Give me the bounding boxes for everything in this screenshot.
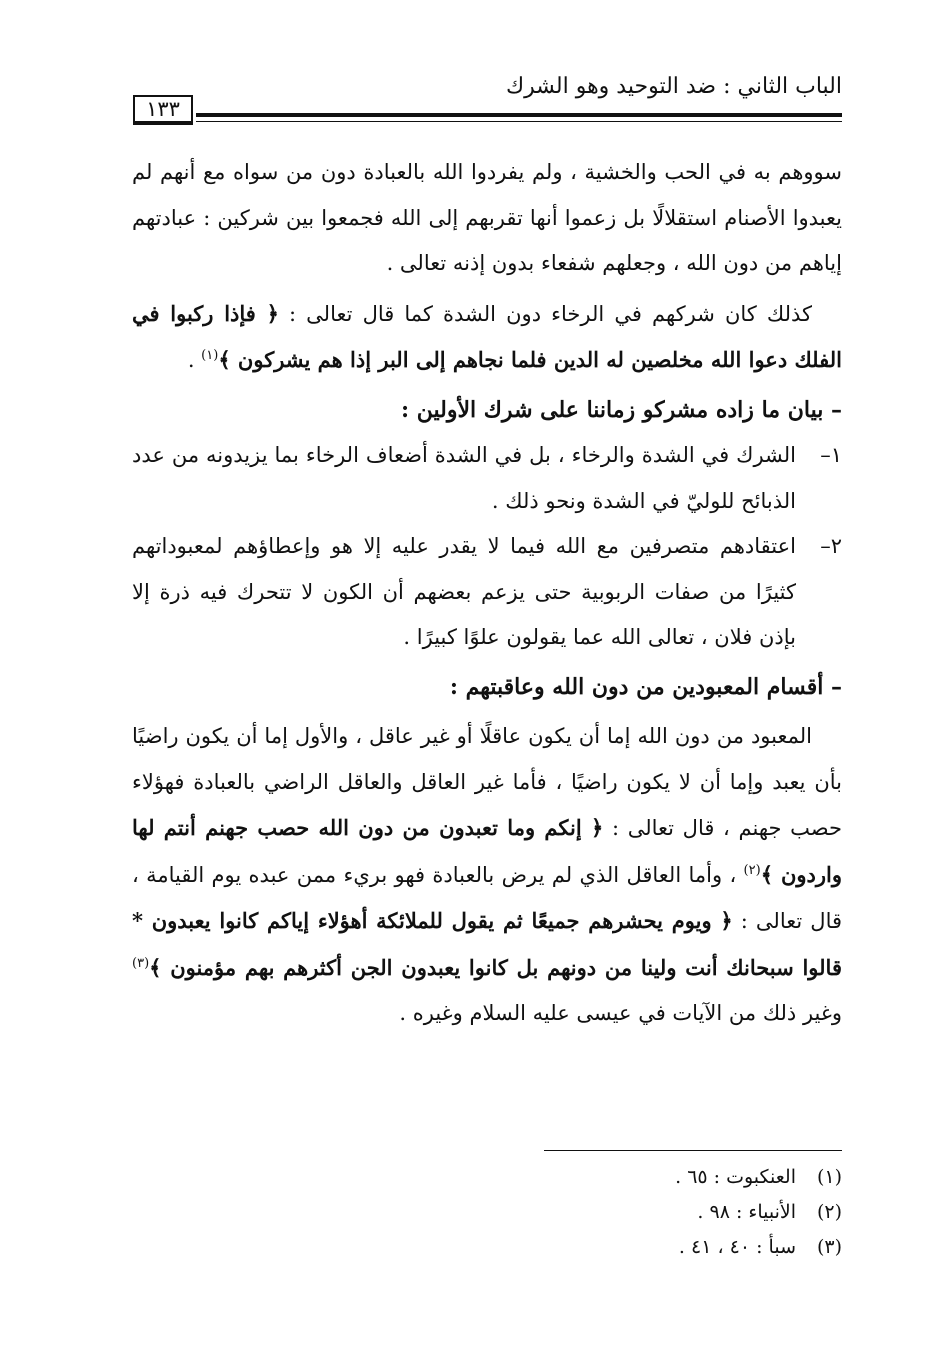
paragraph-2-intro: كذلك كان شركهم في الرخاء دون الشدة كما قال تعالى : xyxy=(278,301,812,326)
footnote-text: الأنبياء : ٩٨ . xyxy=(697,1201,796,1223)
footnote-separator xyxy=(544,1150,842,1151)
footnote-text: العنكبوت : ٦٥ . xyxy=(675,1166,796,1188)
footnote xyxy=(442,1195,842,1230)
list-item xyxy=(132,524,842,661)
main-text xyxy=(132,150,842,1037)
footnote-number: (١) xyxy=(816,1166,842,1188)
footnote xyxy=(442,1230,842,1265)
header-rule-thick xyxy=(196,113,842,117)
quran-verse-2: ﴿ إنكم وما تعبدون من دون الله حصب جهنم أنتم لها واردون ﴾ xyxy=(132,815,842,887)
page-number: ١٣٣ xyxy=(133,95,193,125)
list-item-text: اعتقادهم متصرفين مع الله فيما لا يقدر عليه إلا هو وإعطاؤهم لمعبوداتهم كثيرًا من صفات الربوبية حتى يزعم بعضهم أن الكون لا تتحرك فيه ذرة إلا بإذن فلان ، تعالى الله عما يقولون علوًا كبيرًا . xyxy=(132,534,796,649)
list-item-number: ١– xyxy=(820,443,842,467)
paragraph-3 xyxy=(132,714,842,1037)
quran-verse-3: ﴿ ويوم يحشرهم جميعًا ثم يقول للملائكة أهؤلاء إياكم كانوا يعبدون * قالوا سبحانك أنت ولينا من دونهم بل كانوا يعبدون الجن أكثرهم بهم مؤمنون ﴾ xyxy=(132,908,842,980)
paragraph-3-part-a: المعبود من دون الله إما أن يكون عاقلًا أو غير عاقل ، والأول إما أن يكون راضيًا بأن يعبد وإما أن لا يكون راضيًا ، فأما غير العاقل والعاقل الراضي بالعبادة فهؤلاء حصب جهنم ، قال تعالى : xyxy=(132,724,842,840)
paragraph-3-part-b: ، وأما العاقل الذي لم يرض بالعبادة فهو بريء ممن عبده يوم القيامة ، قال تعالى : xyxy=(132,862,843,933)
footnote-text: سبأ : ٤٠ ، ٤١ . xyxy=(678,1236,796,1258)
footnote-number: (٣) xyxy=(816,1236,842,1258)
paragraph-2 xyxy=(132,291,842,384)
footnote-ref-1: (١) xyxy=(201,348,219,363)
section-heading-worshipped: – أقسام المعبودين من دون الله وعاقبتهم : xyxy=(449,673,842,700)
footnotes xyxy=(442,1160,842,1265)
footnote-number: (٢) xyxy=(816,1201,842,1223)
footnote xyxy=(442,1160,842,1195)
list-item-text: الشرك في الشدة والرخاء ، بل في الشدة أضعاف الرخاء بما يزيدونه من عدد الذبائح للوليّ في الشدة ونحو ذلك . xyxy=(132,443,796,513)
paragraph-2-end: . xyxy=(187,348,202,372)
header-rule-thin xyxy=(196,121,842,122)
list-item-number: ٢– xyxy=(820,534,842,558)
paragraph-3-part-c: وغير ذلك من الآيات في عيسى عليه السلام وغيره . xyxy=(399,1001,842,1025)
chapter-title: الباب الثاني : ضد التوحيد وهو الشرك xyxy=(506,74,842,99)
section-heading-additions: – بيان ما زاده مشركو زماننا على شرك الأولين : xyxy=(400,396,842,423)
footnote-ref-2: (٢) xyxy=(743,862,761,878)
list-item xyxy=(132,433,842,524)
paragraph-1: سووهم به في الحب والخشية ، ولم يفردوا الله بالعبادة دون من سواه مع أنهم لم يعبدوا الأصنام استقلالًا بل زعموا أنها تقربهم إلى الله فجمعوا بين شركين : عبادتهم إياهم من دون الله ، وجعلهم شفعاء بدون إذنه تعالى . xyxy=(132,160,842,275)
quran-verse-1: ﴿ فإذا ركبوا في الفلك دعوا الله مخلصين له الدين فلما نجاهم إلى البر إذا هم يشركون ﴾ xyxy=(132,300,842,372)
footnote-ref-3: (٣) xyxy=(132,955,150,971)
